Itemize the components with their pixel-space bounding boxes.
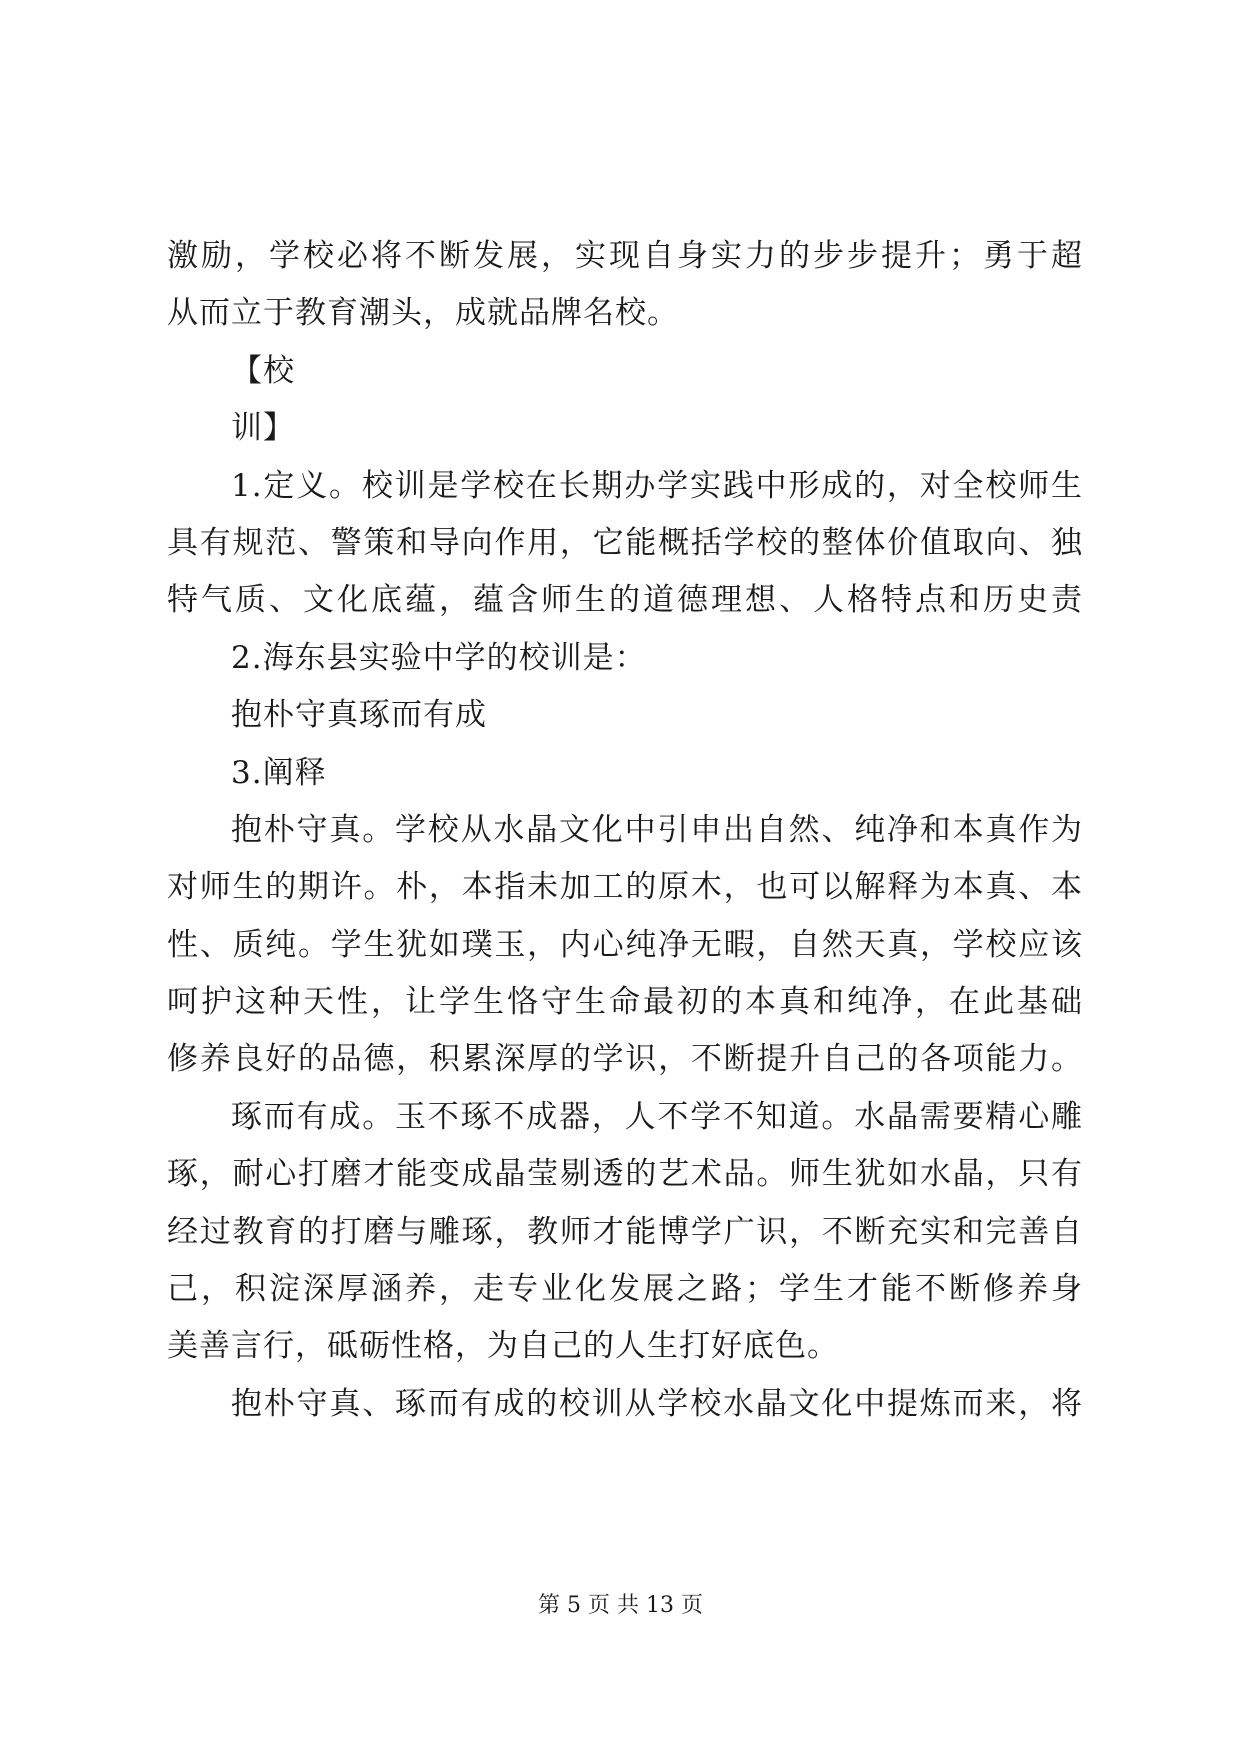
text-line: 呵护这种天性，让学生恪守生命最初的本真和纯净，在此基础 (167, 984, 1083, 1021)
text-line: 抱朴守真、琢而有成的校训从学校水晶文化中提炼而来，将 (231, 1385, 1083, 1422)
text-line: 琢，耐心打磨才能变成晶莹剔透的艺术品。师生犹如水晶，只有 (167, 1156, 1083, 1193)
text-line: 激励，学校必将不断发展，实现自身实力的步步提升；勇于超 (167, 238, 1083, 274)
text-line: 训】 (231, 410, 295, 447)
text-line: 修养良好的品德，积累深厚的学识，不断提升自己的各项能力。 (167, 1041, 1083, 1078)
text-line: 琢而有成。玉不琢不成器，人不学不知道。水晶需要精心雕 (231, 1098, 1083, 1135)
text-line: 2.海东县实验中学的校训是： (231, 639, 647, 676)
document-body (167, 228, 1083, 1433)
text-line: 经过教育的打磨与雕琢，教师才能博学广识，不断充实和完善自 (167, 1213, 1083, 1250)
text-line: 【校 (231, 352, 295, 389)
text-line: 抱朴守真琢而有成 (231, 697, 487, 734)
text-line: 美善言行，砥砺性格，为自己的人生打好底色。 (167, 1328, 839, 1365)
text-line: 1.定义。校训是学校在长期办学实践中形成的，对全校师生 (231, 467, 1083, 504)
text-line: 性、质纯。学生犹如璞玉，内心纯净无暇，自然天真，学校应该 (167, 926, 1083, 963)
text-line: 3.阐释 (231, 754, 327, 791)
text-line: 对师生的期许。朴，本指未加工的原木，也可以解释为本真、本 (167, 869, 1083, 906)
text-line: 特气质、文化底蕴，蕴含师生的道德理想、人格特点和历史责 (167, 582, 1083, 619)
text-line: 抱朴守真。学校从水晶文化中引申出自然、纯净和本真作为 (231, 811, 1083, 848)
page-number-footer: 第 5 页 共 13 页 (538, 1593, 703, 1618)
text-line: 具有规范、警策和导向作用，它能概括学校的整体价值取向、独 (167, 524, 1083, 561)
text-line: 从而立于教育潮头，成就品牌名校。 (167, 295, 679, 332)
text-line: 己，积淀深厚涵养，走专业化发展之路；学生才能不断修养身 (167, 1271, 1083, 1308)
